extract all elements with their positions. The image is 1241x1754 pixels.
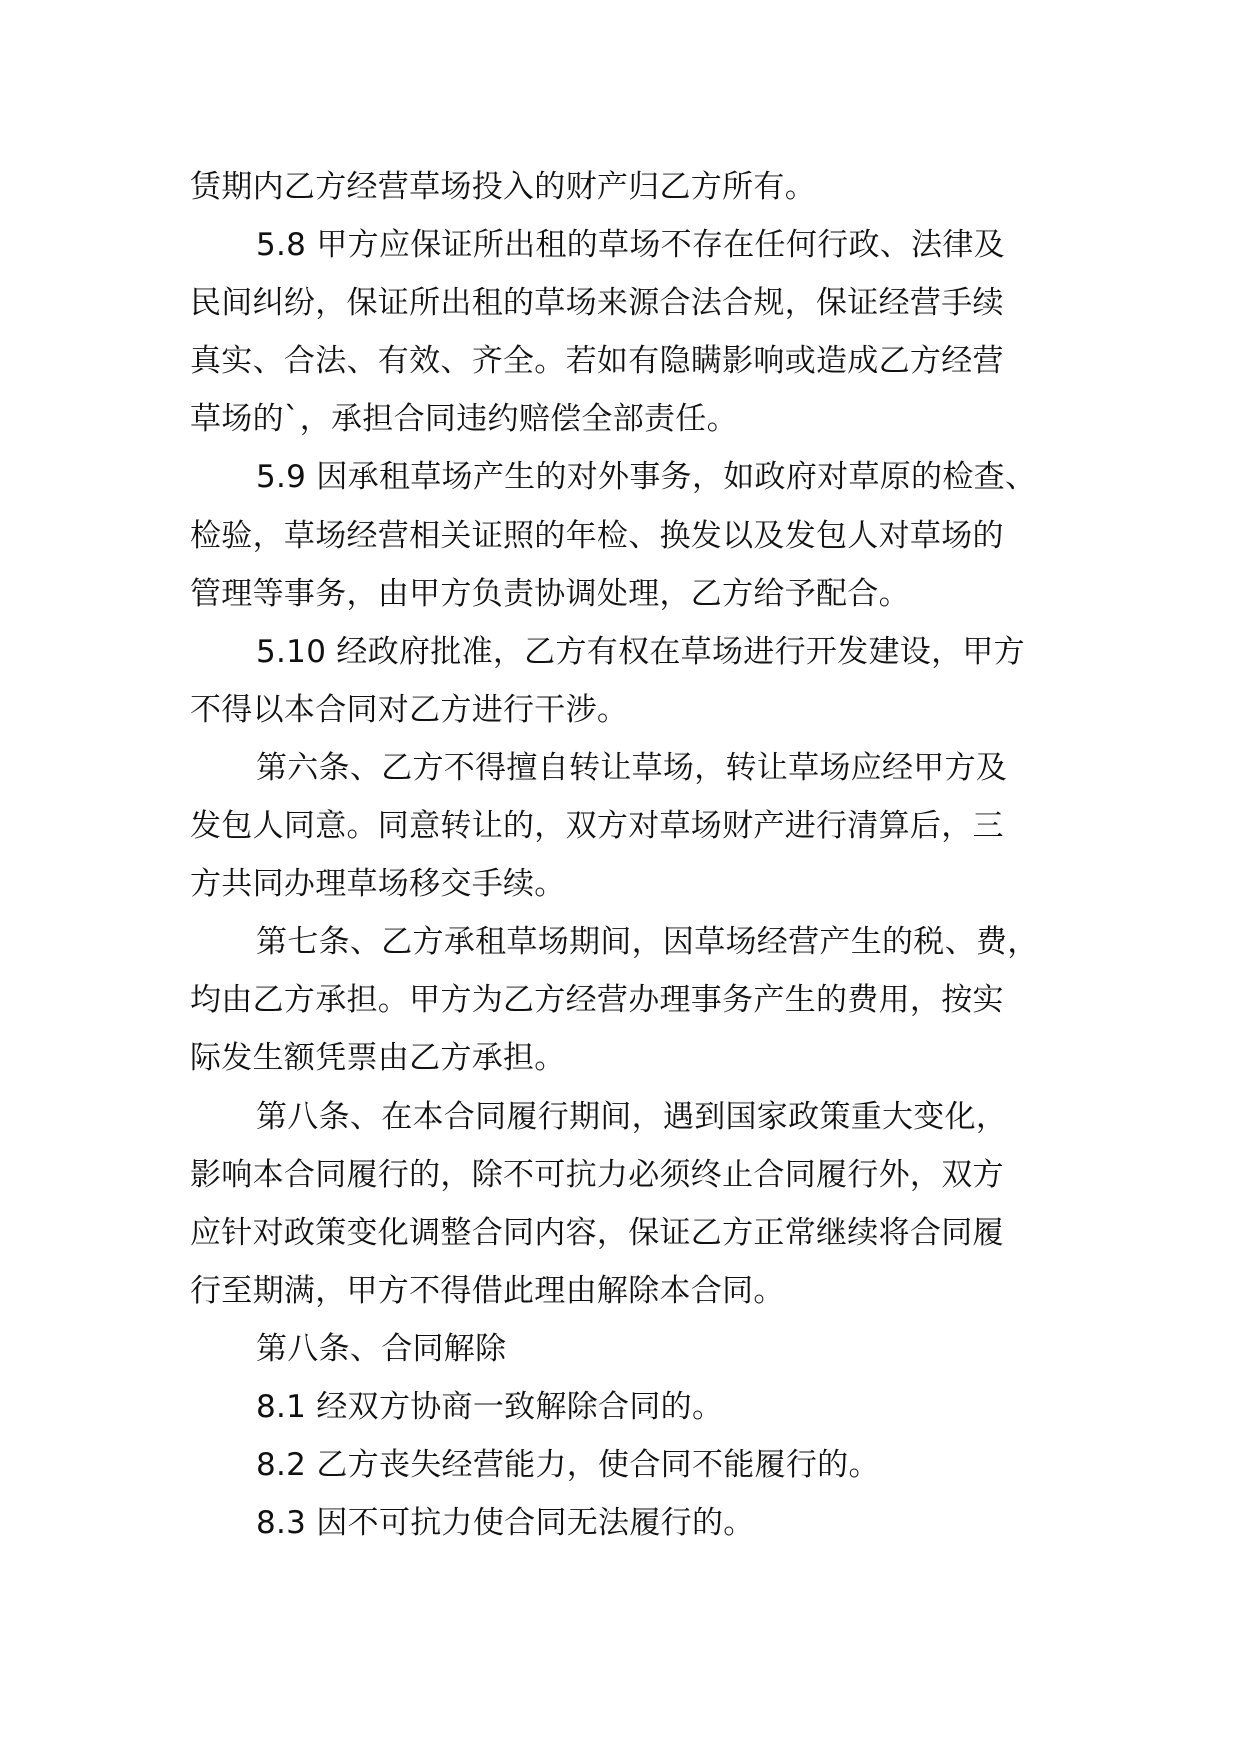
text-line: 第八条、在本合同履行期间，遇到国家政策重大变化， [256,1098,1008,1135]
text-line: 5.8 甲方应保证所出租的草场不存在任何行政、法律及 [256,227,1005,264]
text-line: 8.3 因不可抗力使合同无法履行的。 [256,1505,755,1542]
text-line: 应针对政策变化调整合同内容，保证乙方正常继续将合同履 [190,1214,1004,1251]
text-line: 发包人同意。同意转让的，双方对草场财产进行清算后，三 [190,808,1004,845]
text-line: 赁期内乙方经营草场投入的财产归乙方所有。 [190,169,816,205]
text-line: 影响本合同履行的，除不可抗力必须终止合同履行外，双方 [190,1156,1004,1193]
text-line: 际发生额凭票由乙方承担。 [190,1040,566,1077]
text-line: 不得以本合同对乙方进行干涉。 [190,691,629,728]
text-line: 第八条、合同解除 [256,1330,507,1367]
text-line: 8.2 乙方丧失经营能力，使合同不能履行的。 [256,1447,880,1484]
text-line: 8.1 经双方协商一致解除合同的。 [256,1388,724,1425]
document-body [190,158,1060,1552]
text-line: 草场的`，承担合同违约赔偿全部责任。 [190,401,738,438]
text-line: 行至期满，甲方不得借此理由解除本合同。 [190,1272,785,1309]
text-line: 真实、合法、有效、齐全。若如有隐瞒影响或造成乙方经营 [190,343,1004,380]
text-line: 5.9 因承租草场产生的对外事务，如政府对草原的检查、 [256,459,1037,496]
text-line: 均由乙方承担。甲方为乙方经营办理事务产生的费用，按实 [190,982,1004,1019]
text-line: 检验，草场经营相关证照的年检、换发以及发包人对草场的 [190,517,1004,554]
text-line: 5.10 经政府批准，乙方有权在草场进行开发建设，甲方 [256,633,1025,670]
text-line: 第七条、乙方承租草场期间，因草场经营产生的税、费， [256,924,1039,961]
text-line: 第六条、乙方不得擅自转让草场，转让草场应经甲方及 [256,749,1008,786]
text-line: 管理等事务，由甲方负责协调处理，乙方给予配合。 [190,575,910,612]
text-line: 方共同办理草场移交手续。 [190,866,566,903]
text-line: 民间纠纷，保证所出租的草场来源合法合规，保证经营手续 [190,285,1004,322]
